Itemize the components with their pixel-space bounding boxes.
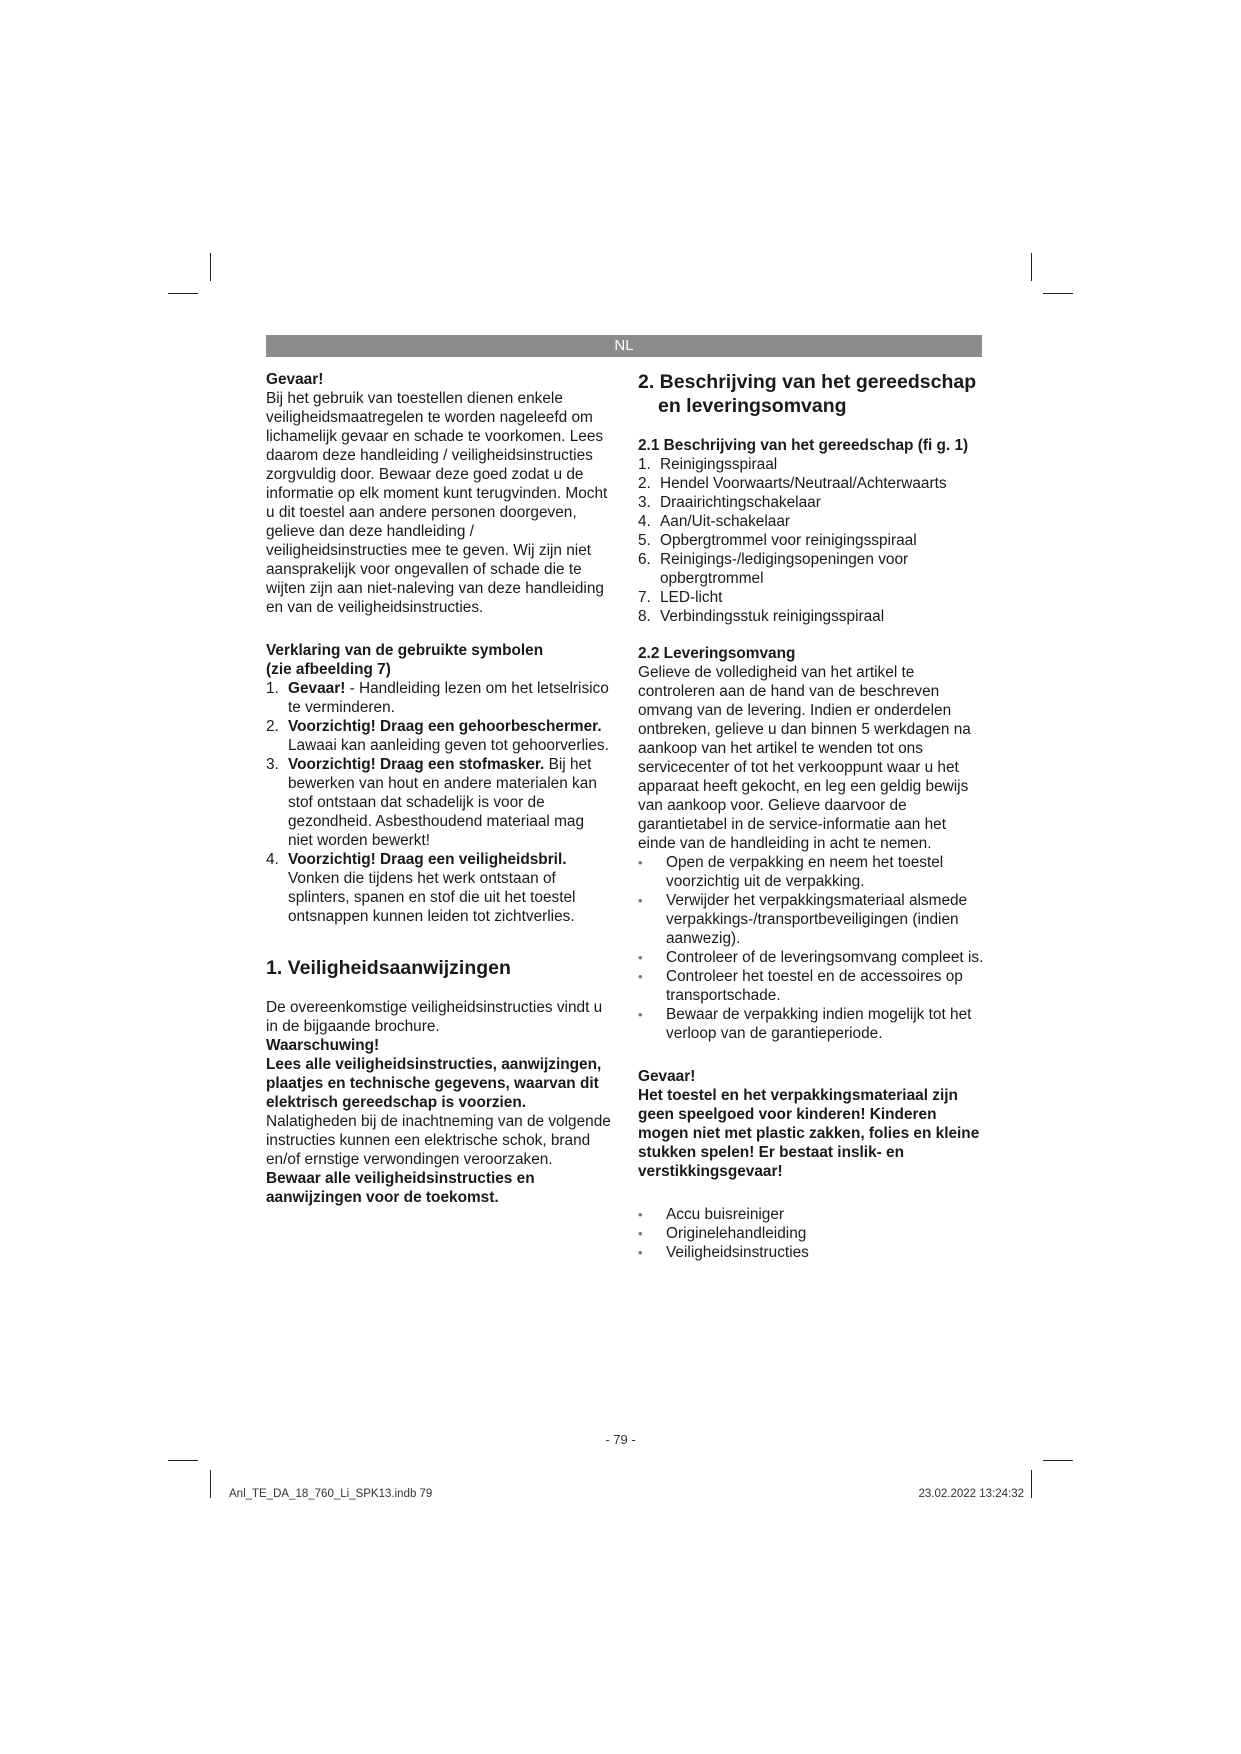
danger-2-text: Het toestel en het verpakkingsmateriaal zijn geen speelgoed voor kinderen! Kinderen mogen niet met plastic zakken, folies en kleine stukken spelen! Er bestaat inslik- en verstikkingsgevaar! xyxy=(638,1087,980,1180)
symbols-title-sub: (zie afbeelding 7) xyxy=(266,661,391,678)
language-header-bar xyxy=(266,335,982,357)
list-item: 1. Reinigingsspiraal xyxy=(638,456,778,473)
list-item: 4. Voorzichtig! Draag een veiligheidsbril. Vonken die tijdens het werk ontstaan of splinters, spanen en stof die uit het toestel ontsnappen kunnen leiden tot zichtverlies. xyxy=(266,851,576,925)
bullet-icon: • xyxy=(638,893,643,908)
danger-text: Bij het gebruik van toestellen dienen enkele veiligheidsmaatregelen te worden nageleefd om lichamelijk gevaar en schade te voorkomen. Lees daarom deze handleiding / veiligheidsinstructies zorgvuldig door. Bewaar deze goed zodat u de informatie op elk moment kunt terugvinden. Mocht u dit toestel aan andere personen doorgeven, gelieve dan deze handleiding / veiligheidsinstructies mee te geven. Wij zijn niet aansprakelijk voor ongevallen of schade die te wijten zijn aan niet-naleving van deze handleiding en van de veiligheidsinstructies. xyxy=(266,390,608,616)
list-item: • Bewaar de verpakking indien mogelijk tot het verloop van de garantieperiode. xyxy=(638,1006,972,1042)
bullet-icon: • xyxy=(638,1007,643,1022)
bullet-icon: • xyxy=(638,855,643,870)
bullet-icon: • xyxy=(638,1245,643,1260)
danger-title: Gevaar! xyxy=(266,371,324,388)
contents-list xyxy=(638,1205,984,1262)
crop-mark xyxy=(1043,1460,1073,1461)
symbols-list xyxy=(266,679,612,926)
list-item: • Verwijder het verpakkingsmateriaal alsmede verpakkings-/transportbeveiligingen (indien aanwezig). xyxy=(638,892,968,947)
language-label: NL xyxy=(614,337,634,354)
list-item: • Open de verpakking en neem het toestel voorzichtig uit de verpakking. xyxy=(638,854,944,890)
list-item: • Accu buisreiniger xyxy=(638,1206,785,1223)
list-item: 5. Opbergtrommel voor reinigingsspiraal xyxy=(638,532,917,549)
crop-mark xyxy=(210,253,211,281)
section-1-intro: De overeenkomstige veiligheidsinstructies vindt u in de bijgaande brochure. xyxy=(266,999,603,1035)
parts-list xyxy=(638,455,984,626)
section-2-title-cont: en leveringsomvang xyxy=(658,395,847,417)
left-column xyxy=(266,370,612,1207)
list-item: 2. Hendel Voorwaarts/Neutraal/Achterwaarts xyxy=(638,475,947,492)
crop-mark xyxy=(1031,253,1032,281)
subsection-2-1-title: 2.1 Beschrijving van het gereedschap (fi g. 1) xyxy=(638,437,969,454)
warning-title: Waarschuwing! xyxy=(266,1037,380,1054)
list-item: 7. LED-licht xyxy=(638,589,723,606)
bullet-icon: • xyxy=(638,950,643,965)
crop-mark xyxy=(210,1470,211,1498)
list-item: 3. Draairichtingschakelaar xyxy=(638,494,821,511)
list-item: 4. Aan/Uit-schakelaar xyxy=(638,513,791,530)
list-item: • Controleer of de leveringsomvang compleet is. xyxy=(638,949,984,966)
list-item: • Veiligheidsinstructies xyxy=(638,1244,809,1261)
bullet-icon: • xyxy=(638,1207,643,1222)
symbols-title: Verklaring van de gebruikte symbolen xyxy=(266,642,544,659)
list-item: 3. Voorzichtig! Draag een stofmasker. Bij het bewerken van hout en andere materialen kan stof ontstaan dat schadelijk is voor de gezondheid. Asbesthoudend materiaal mag niet worden bewerkt! xyxy=(266,756,597,849)
unpack-steps-list xyxy=(638,853,984,1043)
bullet-icon: • xyxy=(638,969,643,984)
subsection-2-2-text: Gelieve de volledigheid van het artikel te controleren aan de hand van de beschreven omvang van de levering. Indien er onderdelen ontbreken, gelieve u dan binnen 5 werkdagen na aankoop van het artikel te wenden tot ons servicecenter of tot het verkooppunt waar u het apparaat heeft gekocht, en leg een geldig bewijs van aankoop voor. Gelieve daarvoor de garantietabel in de service-informatie aan het einde van de handleiding in acht te nemen. xyxy=(638,664,971,852)
section-2-title: 2. Beschrijving van het gereedschap xyxy=(638,371,977,393)
crop-mark xyxy=(1031,1470,1032,1498)
subsection-2-2-title: 2.2 Leveringsomvang xyxy=(638,645,796,662)
bullet-icon: • xyxy=(638,1226,643,1241)
list-item: • Originelehandleiding xyxy=(638,1225,807,1242)
list-item: 6. Reinigings-/ledigingsopeningen voor opbergtrommel xyxy=(638,551,909,587)
warning-bold-text-2: Bewaar alle veiligheidsinstructies en aanwijzingen voor de toekomst. xyxy=(266,1170,535,1206)
list-item: 1. Gevaar! - Handleiding lezen om het letselrisico te verminderen. xyxy=(266,680,609,716)
list-item: • Controleer het toestel en de accessoires op transportschade. xyxy=(638,968,963,1004)
list-item: 8. Verbindingsstuk reinigingsspiraal xyxy=(638,608,885,625)
warning-bold-text: Lees alle veiligheidsinstructies, aanwijzingen, plaatjes en technische gegevens, waarvan dit elektrisch gereedschap is voorzien. xyxy=(266,1056,602,1111)
section-1-title: 1. Veiligheidsaanwijzingen xyxy=(266,957,511,979)
right-column xyxy=(638,370,984,1262)
warning-text: Nalatigheden bij de inachtneming van de volgende instructies kunnen een elektrische schok, brand en/of ernstige verwondingen veroorzaken. xyxy=(266,1113,611,1168)
crop-mark xyxy=(1043,293,1073,294)
page-number: - 79 - xyxy=(605,1432,636,1447)
footer-file: Anl_TE_DA_18_760_Li_SPK13.indb 79 xyxy=(229,1488,433,1500)
danger-2-title: Gevaar! xyxy=(638,1068,696,1085)
crop-mark xyxy=(168,293,198,294)
footer-date: 23.02.2022 13:24:32 xyxy=(918,1488,1024,1500)
list-item: 2. Voorzichtig! Draag een gehoorbeschermer. Lawaai kan aanleiding geven tot gehoorverlies. xyxy=(266,718,609,754)
crop-mark xyxy=(168,1460,198,1461)
